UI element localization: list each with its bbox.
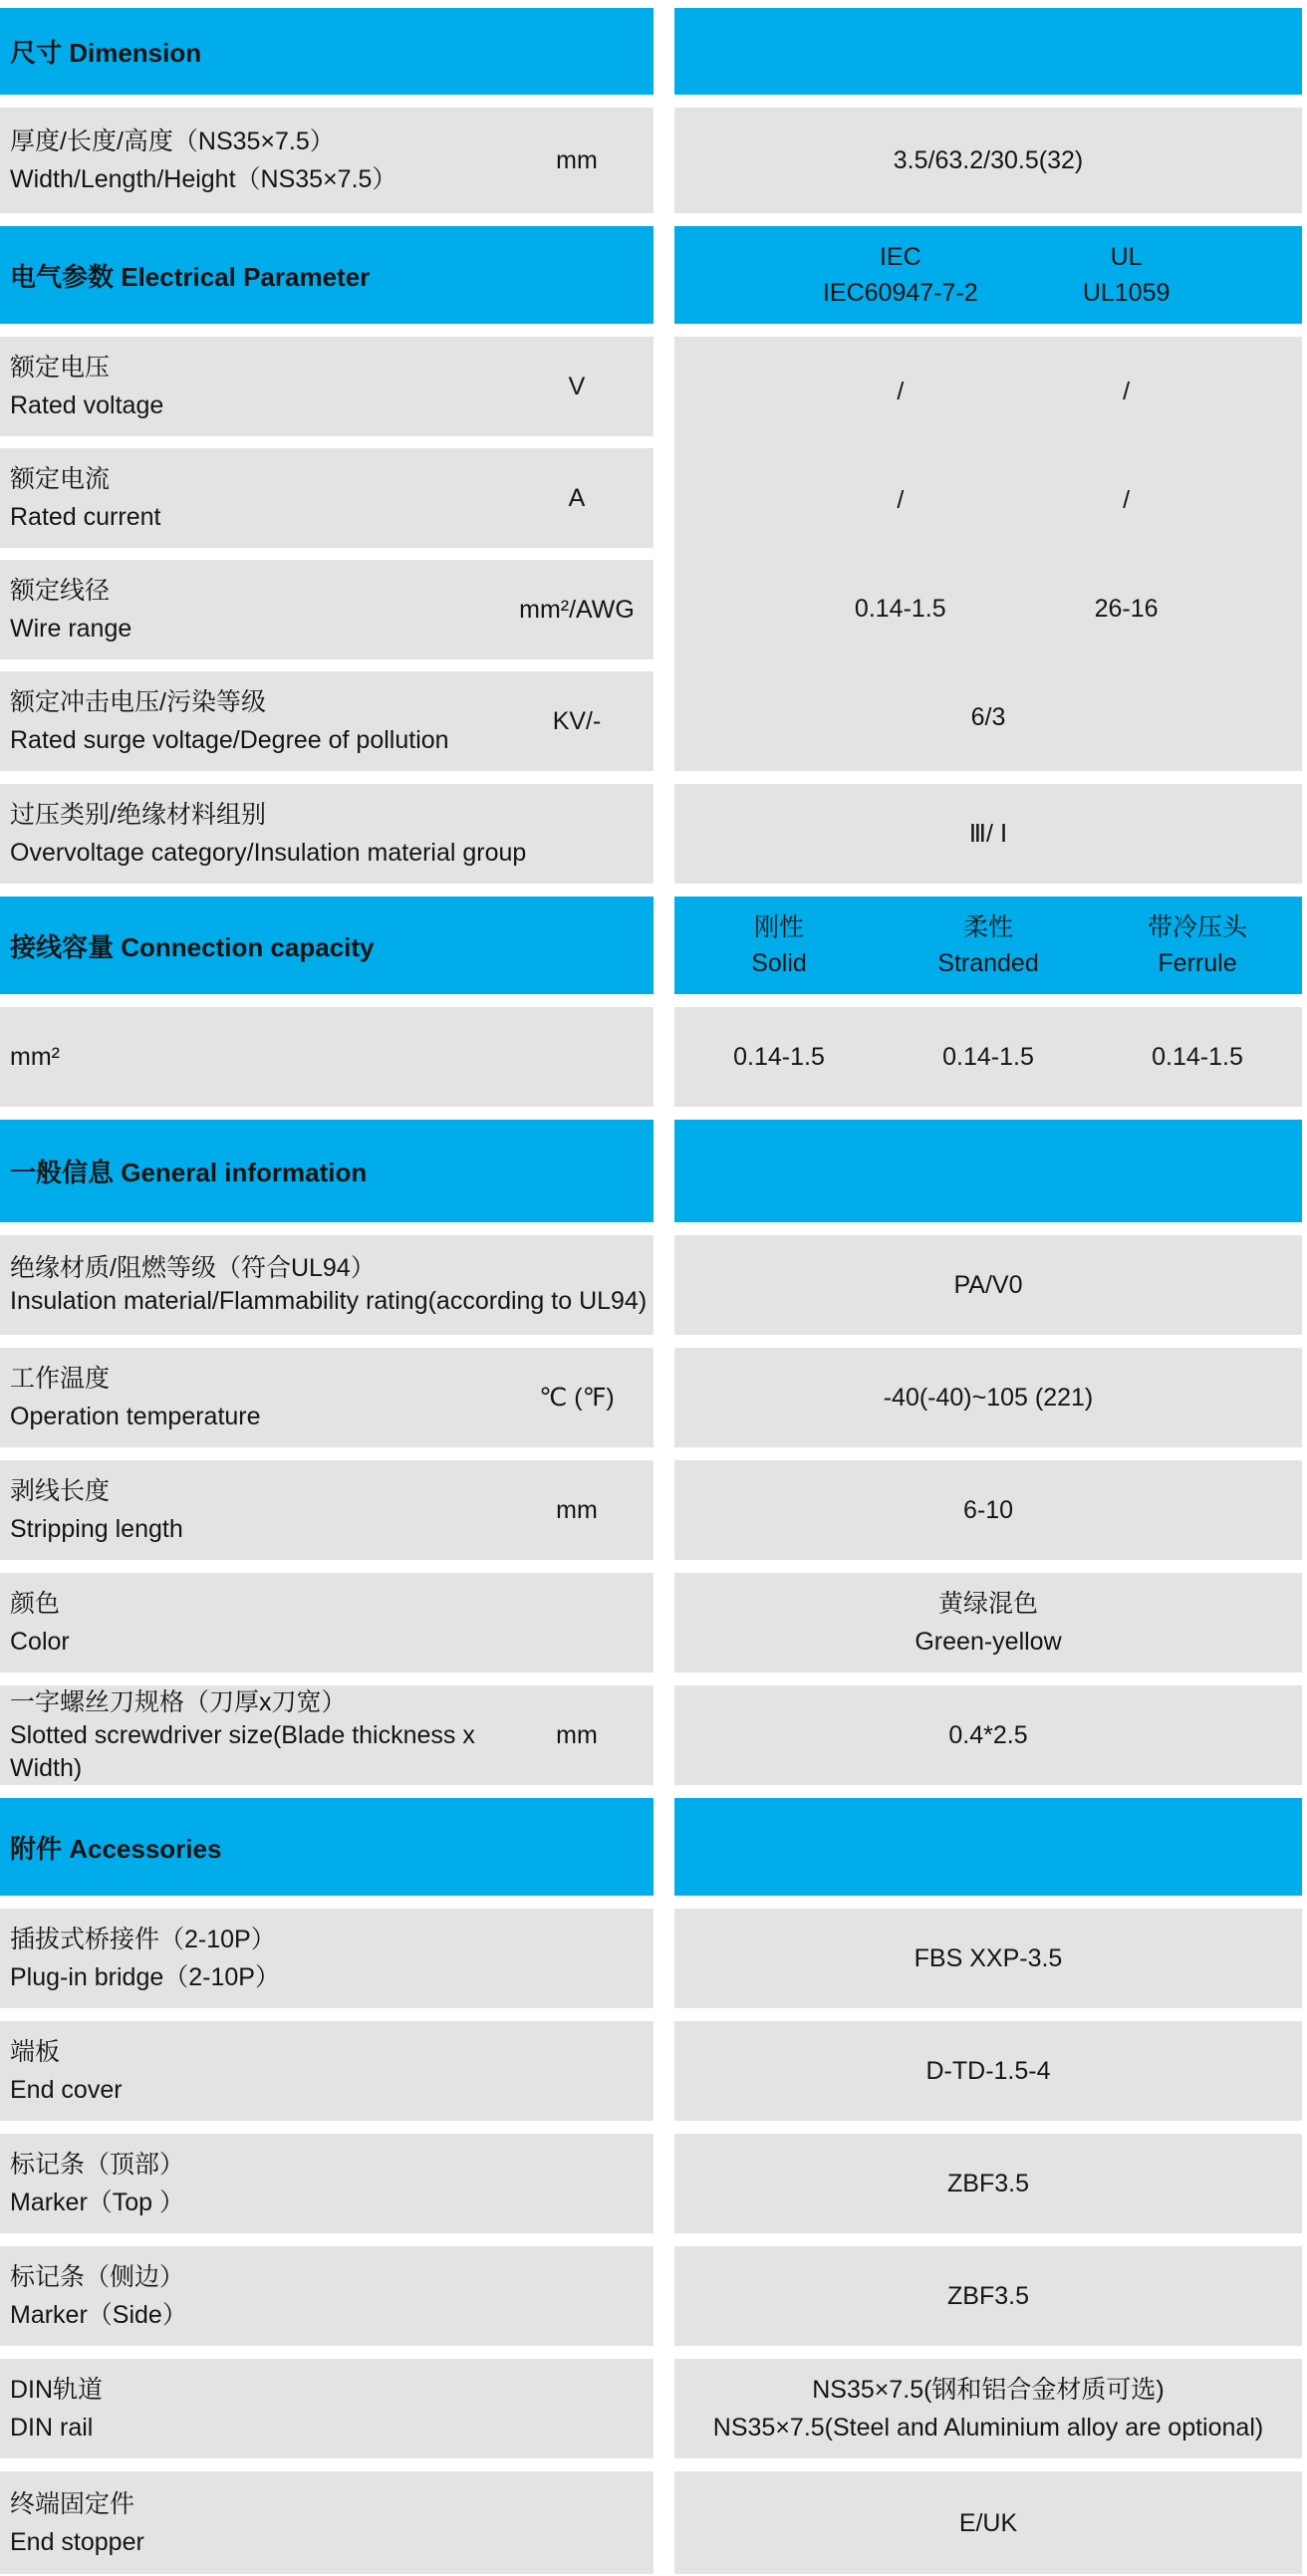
col-stranded-zh: 柔性: [962, 913, 1013, 941]
unit-cell: A: [568, 484, 586, 512]
end-stopper-label: [0, 2471, 654, 2574]
value-ul: 26-16: [1094, 594, 1159, 623]
values-pair: [674, 374, 1302, 409]
label-en: Rated current: [10, 503, 161, 531]
color-label: [0, 1573, 654, 1673]
col-iec: [787, 239, 1013, 311]
unit-cell: mm: [556, 1721, 598, 1749]
value-stranded: 0.14-1.5: [942, 1043, 1034, 1071]
row-rated-voltage: [0, 337, 654, 436]
col-stranded-en: Stranded: [937, 949, 1039, 977]
row-rated-current: [0, 448, 654, 548]
din-rail-value: [674, 2371, 1302, 2447]
electrical-left-stack: [0, 337, 654, 771]
label-en: Slotted screwdriver size(Blade thickness x Width): [10, 1720, 475, 1782]
bridge-label-cell: [0, 1909, 654, 2008]
connection-cols-header: [674, 897, 1302, 994]
surge-voltage-label: [0, 671, 500, 771]
rated-current-label: [0, 448, 500, 548]
row-overvoltage-category: [0, 784, 1302, 884]
label-en: Insulation material/Flammability rating(according to UL94): [10, 1287, 648, 1315]
color-value: [674, 1585, 1302, 1661]
col-ferrule: [1093, 909, 1302, 981]
screwdriver-label: [0, 1685, 500, 1785]
label-zh: 厚度/长度/高度（NS35×7.5）: [10, 128, 335, 155]
row-plug-in-bridge: [0, 1909, 1302, 2008]
section-header-accessories: [0, 1798, 1302, 1896]
label-en: Wire range: [10, 615, 132, 643]
unit-cell: V: [568, 373, 586, 400]
din-rail-label-cell: [0, 2359, 654, 2458]
value-iec: 0.14-1.5: [854, 594, 946, 623]
label-zh: 终端固定件: [10, 2489, 135, 2518]
col-ferrule-en: Ferrule: [1158, 949, 1237, 977]
label-en: Rated surge voltage/Degree of pollution: [10, 726, 449, 754]
din-rail-value-cell: [674, 2359, 1302, 2458]
electrical-standards-cols: [674, 239, 1302, 311]
value-ul: /: [1123, 485, 1131, 514]
section-title-cell-connection: [0, 897, 654, 994]
row-color: [0, 1573, 1302, 1673]
value-zh: 黄绿混色: [937, 1590, 1038, 1618]
value-cell: 6-10: [674, 1460, 1302, 1560]
capacity-label-cell: [0, 1007, 654, 1107]
label-zh: 绝缘材质/阻燃等级（符合UL94）: [10, 1254, 376, 1282]
unit-cell: mm²/AWG: [519, 596, 635, 624]
row-wire-range: [0, 560, 654, 659]
col-ul: [1013, 239, 1239, 311]
label-zh: 额定冲击电压/污染等级: [10, 688, 266, 716]
label-en: Rated voltage: [10, 391, 164, 419]
row-end-stopper: [0, 2471, 1302, 2574]
label-zh: 过压类别/绝缘材料组别: [10, 801, 266, 829]
col-iec-standard: IEC60947-7-2: [822, 279, 978, 307]
overvoltage-label: [0, 784, 654, 884]
value-cell: PA/V0: [674, 1235, 1302, 1335]
dimension-label: [0, 108, 500, 213]
label-zh: 额定电压: [10, 354, 111, 382]
insulation-label: [0, 1235, 654, 1335]
value-en: Green-yellow: [915, 1628, 1062, 1656]
electrical-values-block: [674, 337, 1302, 771]
stripping-label-cell: [0, 1460, 654, 1560]
row-din-rail: [0, 2359, 1302, 2458]
electrical-rows-group: [0, 337, 1302, 771]
section-title-cell-general: [0, 1120, 654, 1222]
label-en: DIN rail: [10, 2414, 94, 2442]
values-pair: [674, 591, 1302, 627]
capacity-values: [674, 1007, 1302, 1107]
label-en: Plug-in bridge（2-10P）: [10, 1963, 280, 1991]
label-en: Operation temperature: [10, 1403, 261, 1430]
rated-voltage-values: [674, 337, 1302, 445]
section-header-spacer-accessories: [674, 1798, 1302, 1896]
label-en: End cover: [10, 2076, 123, 2104]
unit-cell: ℃ (℉): [539, 1384, 615, 1412]
section-title-accessories: 附件 Accessories: [10, 1833, 222, 1864]
bridge-label: [0, 1909, 654, 2008]
op-temp-label: [0, 1348, 500, 1447]
value-cell: D-TD-1.5-4: [674, 2021, 1302, 2121]
rated-current-values: [674, 445, 1302, 554]
value-cell: FBS XXP-3.5: [674, 1909, 1302, 2008]
value-en: NS35×7.5(Steel and Aluminium alloy are optional): [712, 2414, 1264, 2442]
surge-voltage-value: [674, 662, 1302, 771]
insulation-label-cell: [0, 1235, 654, 1335]
label-zh: 剥线长度: [10, 1477, 111, 1505]
label-zh: 一字螺丝刀规格（刀厚x刀宽）: [10, 1687, 347, 1716]
stripping-label: [0, 1460, 500, 1560]
value-ferrule: 0.14-1.5: [1152, 1043, 1243, 1071]
din-rail-label: [0, 2359, 654, 2458]
marker-top-label: [0, 2134, 654, 2233]
label-en: Marker（Side）: [10, 2301, 187, 2329]
rated-voltage-label: [0, 337, 500, 436]
value-cell: Ⅲ/ Ⅰ: [674, 784, 1302, 884]
section-header-dimension: [0, 8, 1302, 95]
section-title-cell-dimension: [0, 8, 654, 95]
wire-range-values: [674, 554, 1302, 662]
value-cell: 3.5/63.2/30.5(32): [674, 108, 1302, 213]
end-stopper-label-cell: [0, 2471, 654, 2574]
value-iec: /: [897, 485, 905, 514]
label-en: Overvoltage category/Insulation material group: [10, 839, 527, 867]
row-stripping-length: [0, 1460, 1302, 1560]
row-capacity-mm2: [0, 1007, 1302, 1107]
section-title-connection: 接线容量 Connection capacity: [10, 931, 375, 962]
label-en: Color: [10, 1628, 70, 1656]
row-marker-side: [0, 2246, 1302, 2346]
label-en: End stopper: [10, 2527, 144, 2556]
section-title-general: 一般信息 General information: [10, 1158, 368, 1187]
section-header-connection: [0, 897, 1302, 994]
end-cover-label-cell: [0, 2021, 654, 2121]
section-header-general: [0, 1120, 1302, 1222]
electrical-standards-header: [674, 226, 1302, 324]
label-zh: 标记条（侧边）: [10, 2263, 185, 2291]
end-cover-label: [0, 2021, 654, 2121]
wire-range-label: [0, 560, 500, 659]
color-label-cell: [0, 1573, 654, 1673]
overvoltage-label-cell: [0, 784, 654, 884]
marker-side-label: [0, 2246, 654, 2346]
section-header-electrical: [0, 226, 1302, 324]
connection-cols: [674, 909, 1302, 981]
capacity-values-cols: [674, 1039, 1302, 1075]
row-dimension-value: [0, 108, 1302, 213]
screwdriver-label-cell: [0, 1685, 654, 1785]
col-solid: [674, 909, 884, 981]
col-ferrule-zh: 带冷压头: [1147, 913, 1247, 941]
value-cell: ZBF3.5: [674, 2246, 1302, 2346]
row-marker-top: [0, 2134, 1302, 2233]
section-title-cell-electrical: [0, 226, 654, 324]
value-cell: E/UK: [674, 2471, 1302, 2574]
label-en: Width/Length/Height（NS35×7.5）: [10, 165, 397, 193]
section-title-dimension: 尺寸 Dimension: [10, 38, 202, 68]
value-iec: /: [897, 377, 905, 405]
value-cell: ZBF3.5: [674, 2134, 1302, 2233]
label-zh: 端板: [10, 2038, 61, 2066]
capacity-label: [0, 1007, 654, 1107]
unit-cell: mm: [556, 1496, 598, 1524]
label-zh: 标记条（顶部）: [10, 2151, 185, 2179]
section-header-spacer-dimension: [674, 8, 1302, 95]
color-value-cell: [674, 1573, 1302, 1673]
label-zh: 额定线径: [10, 577, 111, 605]
label-zh: 工作温度: [10, 1365, 111, 1393]
col-ul-standard: UL1059: [1082, 279, 1171, 307]
value-ul: /: [1123, 377, 1131, 405]
row-screwdriver-size: [0, 1685, 1302, 1785]
value-cell: 0.4*2.5: [674, 1685, 1302, 1785]
value-cell: -40(-40)~105 (221): [674, 1348, 1302, 1447]
label-zh: DIN轨道: [10, 2376, 104, 2404]
row-end-cover: [0, 2021, 1302, 2121]
label-unit-mm2: mm²: [10, 1043, 60, 1071]
section-title-electrical: 电气参数 Electrical Parameter: [10, 261, 371, 292]
label-en: Marker（Top ）: [10, 2189, 185, 2216]
marker-top-label-cell: [0, 2134, 654, 2233]
section-title-cell-accessories: [0, 1798, 654, 1896]
col-iec-name: IEC: [879, 243, 921, 271]
col-stranded: [884, 909, 1093, 981]
unit-cell: mm: [556, 146, 598, 174]
value-solid: 0.14-1.5: [733, 1043, 825, 1071]
col-ul-name: UL: [1110, 243, 1143, 271]
section-header-spacer-general: [674, 1120, 1302, 1222]
label-zh: 额定电流: [10, 465, 111, 493]
op-temp-label-cell: [0, 1348, 654, 1447]
marker-side-label-cell: [0, 2246, 654, 2346]
value-zh: NS35×7.5(钢和铝合金材质可选): [812, 2376, 1165, 2404]
row-operation-temperature: [0, 1348, 1302, 1447]
col-solid-zh: 刚性: [753, 913, 804, 941]
col-solid-en: Solid: [751, 949, 807, 977]
label-en: Stripping length: [10, 1515, 183, 1543]
label-zh: 颜色: [10, 1590, 61, 1618]
label-zh: 插拔式桥接件（2-10P）: [10, 1926, 276, 1953]
values-pair: [674, 482, 1302, 518]
value-cell: 6/3: [970, 702, 1006, 731]
unit-cell: KV/-: [552, 707, 602, 735]
row-insulation-material: [0, 1235, 1302, 1335]
dimension-label-cell: [0, 108, 654, 213]
row-surge-voltage: [0, 671, 654, 771]
